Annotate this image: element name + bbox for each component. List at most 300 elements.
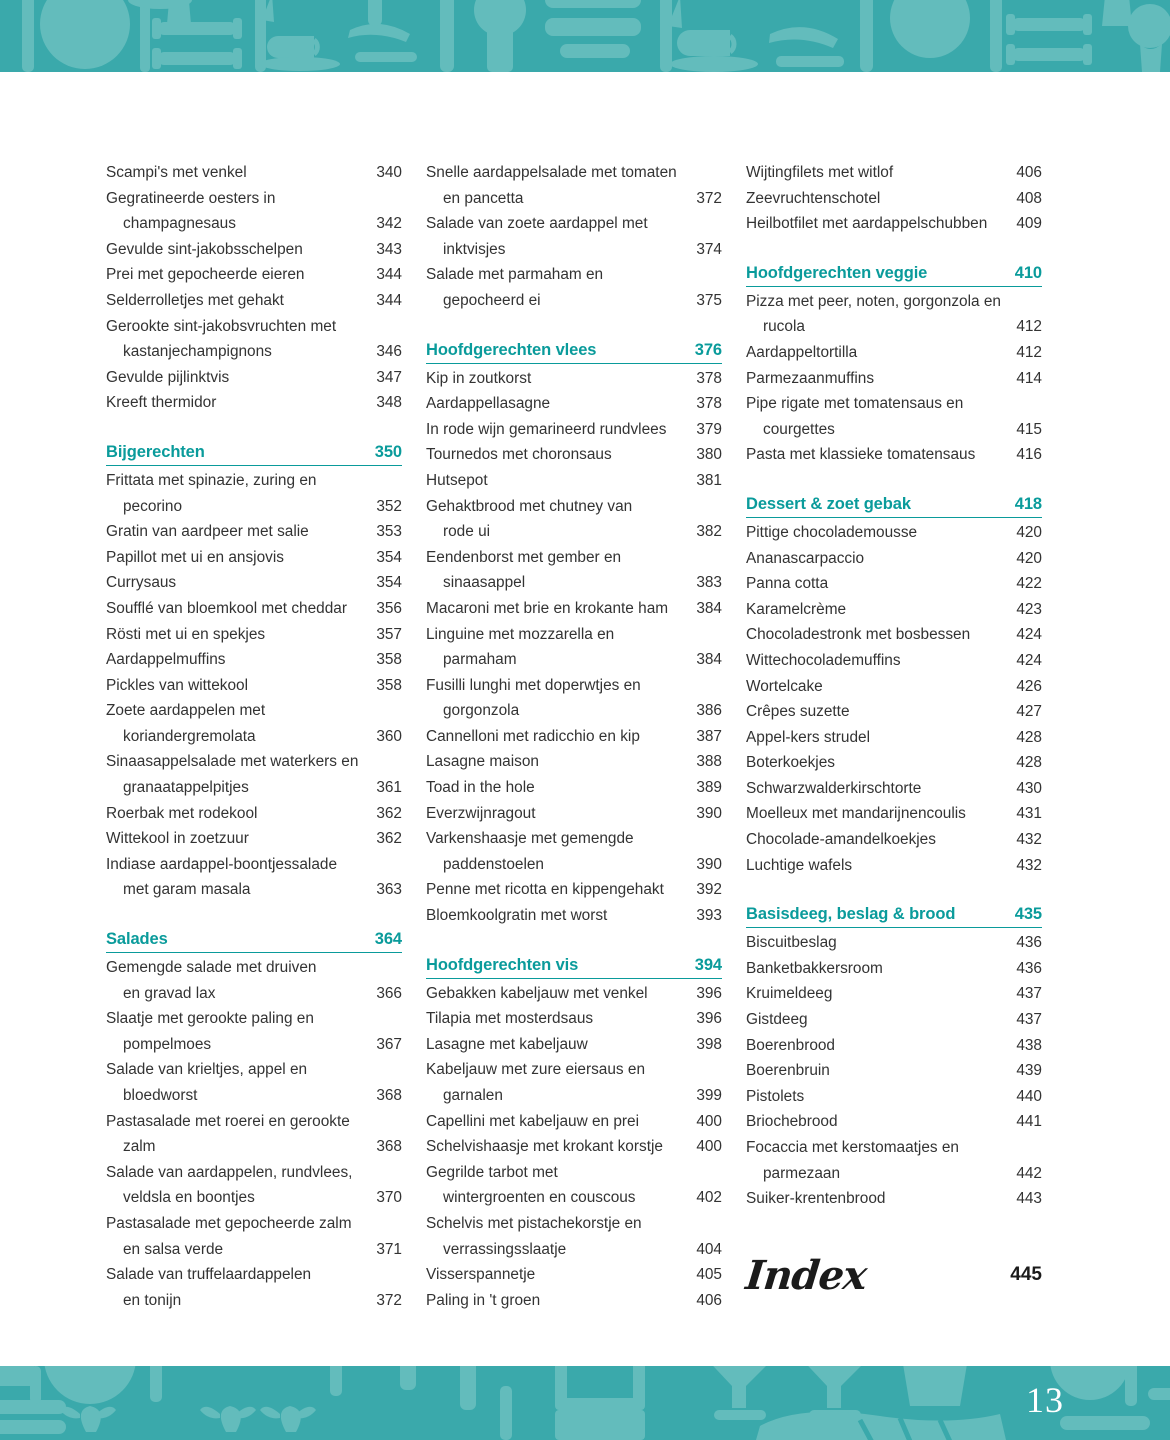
toc-entry-page: 438 <box>1016 1036 1042 1054</box>
toc-entry-page: 412 <box>1016 343 1042 361</box>
toc-entry-page: 347 <box>376 368 402 386</box>
toc-entry-page: 415 <box>1016 420 1042 438</box>
toc-entry-title-line: Indiase aardappel-boontjessalade <box>106 855 338 873</box>
toc-entry-title <box>106 801 376 827</box>
toc-entry-page: 406 <box>1016 164 1042 181</box>
page-number: 13 <box>1026 1380 1064 1420</box>
toc-entry-title-line: Wittechocolademuffins <box>746 651 901 669</box>
toc-entry-title <box>746 853 1016 879</box>
toc-entry[interactable] <box>426 494 722 545</box>
section-heading-title: Hoofdgerechten vlees <box>426 340 597 359</box>
toc-entry[interactable] <box>746 520 1042 546</box>
toc-entry-page: 358 <box>376 651 402 669</box>
toc-entry-page: 367 <box>376 1035 402 1053</box>
toc-entry-page: 380 <box>696 446 722 464</box>
toc-entry-title-continuation: parmezaan <box>763 1164 840 1182</box>
toc-entry-page: 366 <box>376 984 402 1002</box>
toc-entry-page: 368 <box>376 1087 402 1104</box>
toc-entry-page: 372 <box>696 189 722 207</box>
toc-entry-title-line: Linguine met mozzarella en <box>426 625 615 643</box>
section-heading-title: Basisdeeg, beslag & brood <box>746 905 956 924</box>
toc-entry[interactable] <box>106 468 402 519</box>
toc-entry-title-continuation: pecorino <box>123 497 183 515</box>
toc-entry-title-line: Pipe rigate met tomatensaus en <box>746 395 964 413</box>
toc-entry-page: 416 <box>1016 446 1042 464</box>
toc-entry-title-line: Pickles van wittekool <box>106 676 248 694</box>
toc-entry[interactable] <box>106 545 402 571</box>
toc-entry-page: 431 <box>1016 805 1042 823</box>
toc-entry-title-continuation: garnalen <box>443 1087 503 1104</box>
toc-entry[interactable] <box>746 801 1042 827</box>
toc-entry-title <box>426 1288 696 1314</box>
toc-entry-page: 356 <box>376 599 402 617</box>
toc-entry[interactable] <box>746 648 1042 674</box>
toc-entry[interactable] <box>746 391 1042 442</box>
toc-entry-title <box>746 674 1016 700</box>
toc-entry[interactable] <box>426 775 722 801</box>
toc-entry[interactable] <box>106 698 402 749</box>
toc-entry-page: 396 <box>696 1010 722 1028</box>
toc-entry-page: 402 <box>696 1189 722 1207</box>
toc-entry-title <box>746 442 1016 468</box>
toc-column-2 <box>426 160 722 1313</box>
toc-entry-title <box>106 596 376 622</box>
toc-entry-page: 354 <box>376 548 402 566</box>
toc-entry[interactable] <box>426 622 722 673</box>
toc-entry[interactable] <box>426 262 722 313</box>
toc-entry-title <box>106 365 376 391</box>
toc-entry-title <box>426 1262 696 1288</box>
toc-entry-title-line: Banketbakkersroom <box>746 959 883 977</box>
toc-entry-title <box>426 417 696 443</box>
toc-entry-title-continuation: en salsa verde <box>123 1240 224 1258</box>
toc-entry-title-line: Crêpes suzette <box>746 703 850 721</box>
toc-entry-title-line: Schelvishaasje met krokant korstje <box>426 1138 663 1156</box>
toc-entry[interactable] <box>426 391 722 417</box>
toc-entry-page: 370 <box>376 1189 402 1207</box>
section-heading[interactable] <box>106 443 402 466</box>
toc-entry[interactable] <box>426 826 722 877</box>
toc-entry-title-line: Chocoladestronk met bosbessen <box>746 626 971 644</box>
toc-entry-page: 381 <box>696 471 722 489</box>
toc-entry[interactable] <box>106 1109 402 1160</box>
toc-entry-title-continuation: en tonijn <box>123 1291 182 1309</box>
toc-entry[interactable] <box>746 211 1042 237</box>
toc-entry[interactable] <box>106 749 402 800</box>
toc-entry-title-line: Boterkoekjes <box>746 754 835 772</box>
toc-entry-title-line: Aardappellasagne <box>426 395 551 413</box>
toc-entry-title <box>746 1033 1016 1059</box>
section-spacer <box>746 237 1042 264</box>
toc-entry-page: 400 <box>696 1112 722 1130</box>
index-block[interactable] <box>743 1251 1042 1299</box>
section-heading-page: 418 <box>1014 494 1042 513</box>
toc-entry-title <box>426 877 696 903</box>
toc-entry-title-continuation: en pancetta <box>443 189 524 207</box>
toc-entry[interactable] <box>106 160 402 186</box>
toc-entry[interactable] <box>746 827 1042 853</box>
section-heading-title: Hoofdgerechten vis <box>426 955 579 974</box>
toc-entry-title-line: Gistdeeg <box>746 1011 808 1029</box>
toc-entry-title-line: Moelleux met mandarijnencoulis <box>746 805 966 823</box>
toc-entry-title <box>106 288 376 314</box>
toc-entry[interactable] <box>426 596 722 622</box>
toc-entry-title <box>426 981 696 1007</box>
toc-entry-title <box>426 1160 696 1211</box>
toc-entry-page: 396 <box>696 984 722 1002</box>
toc-entry-title-continuation: parmaham <box>443 651 517 669</box>
toc-entry[interactable] <box>746 340 1042 366</box>
toc-entry[interactable] <box>106 519 402 545</box>
toc-entry-title <box>106 262 376 288</box>
toc-entry[interactable] <box>746 289 1042 340</box>
toc-entry-title <box>426 442 696 468</box>
toc-entry-page: 390 <box>696 855 722 873</box>
toc-entry-title-line: Kruimeldeeg <box>746 985 833 1003</box>
toc-entry[interactable] <box>426 442 722 468</box>
section-heading[interactable] <box>426 341 722 364</box>
toc-entry-title <box>106 698 376 749</box>
toc-entry-title-line: Wijtingfilets met witlof <box>746 164 894 181</box>
toc-entry-title-line: Heilbotfilet met aardappelschubben <box>746 215 988 233</box>
toc-entry-title-line: Kip in zoutkorst <box>426 369 532 387</box>
section-heading-title: Hoofdgerechten veggie <box>746 263 928 282</box>
toc-entry-title-line: Pastasalade met gepocheerde zalm <box>106 1214 352 1232</box>
toc-entry-page: 408 <box>1016 189 1042 207</box>
toc-entry-title-line: Pizza met peer, noten, gorgonzola en <box>746 292 1001 310</box>
section-heading-page: 410 <box>1014 263 1042 282</box>
toc-entry[interactable] <box>426 749 722 775</box>
toc-entry[interactable] <box>426 877 722 903</box>
toc-column-3 <box>743 160 1042 1313</box>
toc-entry-title-line: Parmezaanmuffins <box>746 369 875 387</box>
toc-entry[interactable] <box>426 903 722 929</box>
toc-entry-title-line: Boerenbruin <box>746 1062 830 1080</box>
toc-entry[interactable] <box>746 725 1042 751</box>
section-heading-page: 350 <box>374 442 402 461</box>
toc-entry-title <box>746 981 1016 1007</box>
section-spacer <box>746 468 1042 495</box>
toc-entry-title <box>106 647 376 673</box>
toc-entry-title-line: Lasagne maison <box>426 753 539 771</box>
toc-entry-page: 378 <box>696 395 722 413</box>
toc-entry-title-line: Roerbak met rodekool <box>106 804 258 822</box>
toc-entry-title <box>746 211 1016 237</box>
toc-entry-title <box>106 749 376 800</box>
toc-entry[interactable] <box>106 1160 402 1211</box>
toc-entry[interactable] <box>426 1006 722 1032</box>
toc-entry-page: 384 <box>696 651 722 669</box>
toc-entry-title-line: Gevulde pijlinktvis <box>106 368 230 386</box>
toc-entry[interactable] <box>106 186 402 237</box>
toc-entry-title-line: Salade van zoete aardappel met <box>426 215 648 233</box>
toc-entry-title-line: Gehaktbrood met chutney van <box>426 497 633 515</box>
toc-entry-page: 362 <box>376 830 402 848</box>
toc-entry[interactable] <box>426 468 722 494</box>
toc-entry[interactable] <box>106 826 402 852</box>
toc-entry[interactable] <box>746 1135 1042 1186</box>
toc-entry-page: 392 <box>696 881 722 899</box>
section-spacer <box>426 929 722 956</box>
section-spacer <box>426 314 722 341</box>
toc-entry-page: 424 <box>1016 651 1042 669</box>
toc-entry-title <box>746 289 1016 340</box>
toc-entry-title-line: Cannelloni met radicchio en kip <box>426 727 640 745</box>
toc-entry[interactable] <box>746 853 1042 879</box>
toc-entry[interactable] <box>746 1084 1042 1110</box>
toc-entry-title <box>746 648 1016 674</box>
toc-entry-title-line: Currysaus <box>106 574 177 592</box>
toc-entry-title-line: Gemengde salade met druiven <box>106 959 317 977</box>
toc-entry-title <box>106 852 376 903</box>
toc-entry-title-line: Slaatje met gerookte paling en <box>106 1010 314 1028</box>
toc-entry[interactable] <box>746 442 1042 468</box>
toc-entry-title-line: Varkenshaasje met gemengde <box>426 830 634 848</box>
toc-entry-title-line: Kabeljauw met zure eiersaus en <box>426 1061 646 1079</box>
toc-entry[interactable] <box>106 1211 402 1262</box>
toc-entry-title-line: Biscuitbeslag <box>746 934 837 952</box>
toc-entry-page: 360 <box>376 727 402 745</box>
toc-entry-title-line: Pittige chocolademousse <box>746 523 918 541</box>
toc-entry-title <box>746 827 1016 853</box>
toc-entry-title <box>426 622 696 673</box>
section-heading[interactable] <box>746 905 1042 928</box>
toc-entry-title <box>106 160 376 186</box>
toc-entry-title <box>426 468 696 494</box>
toc-entry-page: 430 <box>1016 779 1042 797</box>
toc-entry-title-line: Paling in 't groen <box>426 1291 541 1309</box>
toc-entry-page: 372 <box>376 1291 402 1309</box>
toc-entry[interactable] <box>426 673 722 724</box>
toc-entry-page: 432 <box>1016 856 1042 874</box>
toc-entry-page: 361 <box>376 779 402 797</box>
toc-entry-title-line: Papillot met ui en ansjovis <box>106 548 284 566</box>
toc-entry-page: 436 <box>1016 959 1042 977</box>
toc-entry-title <box>426 749 696 775</box>
toc-entry-page: 352 <box>376 497 402 515</box>
toc-entry[interactable] <box>426 545 722 596</box>
toc-entry[interactable] <box>426 1160 722 1211</box>
section-heading[interactable] <box>746 495 1042 518</box>
toc-entry-title <box>746 622 1016 648</box>
toc-entry-title-line: Zoete aardappelen met <box>106 702 266 720</box>
toc-entry-page: 441 <box>1016 1113 1042 1131</box>
toc-entry-title-line: Wortelcake <box>746 677 823 695</box>
toc-entry-title-line: Salade van aardappelen, rundvlees, <box>106 1163 353 1181</box>
toc-entry-title-line: Salade van truffelaardappelen <box>106 1266 312 1284</box>
toc-entry-title-line: Bloemkoolgratin met worst <box>426 907 608 925</box>
toc-entry-title <box>426 262 696 313</box>
toc-entry-title-line: Tilapia met mosterdsaus <box>426 1010 594 1028</box>
toc-entry[interactable] <box>106 365 402 391</box>
toc-entry[interactable] <box>106 673 402 699</box>
toc-entry-title-line: Wittekool in zoetzuur <box>106 830 249 848</box>
toc-entry[interactable] <box>106 647 402 673</box>
toc-entry[interactable] <box>746 597 1042 623</box>
toc-entry[interactable] <box>746 1109 1042 1135</box>
toc-entry-title <box>746 956 1016 982</box>
toc-entry[interactable] <box>106 262 402 288</box>
toc-entry[interactable] <box>426 1134 722 1160</box>
toc-entry[interactable] <box>106 596 402 622</box>
toc-entry-title-continuation: koriandergremolata <box>123 727 256 745</box>
toc-entry-title-line: Penne met ricotta en kippengehakt <box>426 881 664 899</box>
toc-entry-title-line: Boerenbrood <box>746 1036 835 1054</box>
toc-entry-page: 420 <box>1016 549 1042 567</box>
toc-entry[interactable] <box>106 570 402 596</box>
toc-entry[interactable] <box>426 1057 722 1108</box>
toc-entry-page: 344 <box>376 266 402 284</box>
toc-entry-title-line: Snelle aardappelsalade met tomaten <box>426 164 677 181</box>
toc-entry[interactable] <box>746 1033 1042 1059</box>
toc-entry[interactable] <box>426 160 722 211</box>
toc-entry-title-line: Zeevruchtenschotel <box>746 189 881 207</box>
toc-entry[interactable] <box>106 390 402 416</box>
toc-entry[interactable] <box>746 1007 1042 1033</box>
toc-entry-title-line: Salade met parmaham en <box>426 266 604 284</box>
toc-entry-title-continuation: courgettes <box>763 420 835 438</box>
toc-entry-title <box>746 930 1016 956</box>
index-label: Index <box>743 1251 869 1299</box>
bottom-decorative-band <box>0 1366 1170 1440</box>
toc-entry-title <box>426 673 696 724</box>
toc-entry[interactable] <box>746 699 1042 725</box>
toc-entry-title-line: Hutsepot <box>426 471 488 489</box>
toc-entry-title <box>746 725 1016 751</box>
toc-entry-title <box>746 520 1016 546</box>
toc-entry-title-line: Pasta met klassieke tomatensaus <box>746 446 976 464</box>
toc-entry-title-continuation: veldsla en boontjes <box>123 1189 255 1207</box>
toc-entry[interactable] <box>746 776 1042 802</box>
toc-entry-title <box>746 776 1016 802</box>
toc-entry-title <box>746 546 1016 572</box>
toc-entry[interactable] <box>106 237 402 263</box>
toc-entry[interactable] <box>746 1186 1042 1212</box>
toc-entry-title <box>106 673 376 699</box>
toc-entry-title-line: Rösti met ui en spekjes <box>106 625 266 643</box>
toc-entry-page: 363 <box>376 881 402 899</box>
kitchen-utensil-pattern-bottom <box>0 1366 1170 1440</box>
toc-entry-title <box>106 1109 376 1160</box>
toc-entry[interactable] <box>426 724 722 750</box>
toc-entry[interactable] <box>426 417 722 443</box>
toc-entry-title-line: Sinaasappelsalade met waterkers en <box>106 753 359 771</box>
toc-entry[interactable] <box>106 1006 402 1057</box>
toc-entry-page: 342 <box>376 215 402 233</box>
toc-entry[interactable] <box>106 801 402 827</box>
toc-entry-title <box>746 1084 1016 1110</box>
toc-entry[interactable] <box>746 186 1042 212</box>
toc-entry-page: 358 <box>376 676 402 694</box>
toc-entry[interactable] <box>426 801 722 827</box>
toc-entry[interactable] <box>746 750 1042 776</box>
toc-entry-page: 428 <box>1016 728 1042 746</box>
toc-entry[interactable] <box>106 955 402 1006</box>
toc-entry-title <box>746 750 1016 776</box>
toc-entry[interactable] <box>426 211 722 262</box>
toc-entry-title <box>106 622 376 648</box>
toc-entry[interactable] <box>746 366 1042 392</box>
toc-entry[interactable] <box>106 852 402 903</box>
toc-entry-page: 414 <box>1016 369 1042 387</box>
section-heading-page: 435 <box>1014 905 1042 924</box>
toc-entry-title <box>426 1109 696 1135</box>
toc-entry-title-line: Kreeft thermidor <box>106 394 217 412</box>
toc-entry[interactable] <box>426 366 722 392</box>
toc-entry[interactable] <box>746 622 1042 648</box>
toc-column-1 <box>106 160 402 1313</box>
toc-entry[interactable] <box>746 930 1042 956</box>
toc-entry[interactable] <box>426 981 722 1007</box>
section-heading[interactable] <box>106 930 402 953</box>
toc-entry-page: 353 <box>376 523 402 541</box>
toc-entry-title <box>746 1007 1016 1033</box>
toc-entry-title-continuation: granaatappelpitjes <box>123 779 249 797</box>
toc-entry[interactable] <box>746 1058 1042 1084</box>
toc-entry-page: 436 <box>1016 934 1042 952</box>
toc-entry[interactable] <box>746 571 1042 597</box>
toc-entry-title <box>106 237 376 263</box>
toc-entry-page: 424 <box>1016 626 1042 644</box>
toc-entry-title-line: Gevulde sint-jakobsschelpen <box>106 240 303 258</box>
toc-entry-page: 405 <box>696 1266 722 1284</box>
toc-entry[interactable] <box>746 546 1042 572</box>
toc-entry[interactable] <box>106 314 402 365</box>
toc-entry-page: 357 <box>376 625 402 643</box>
toc-entry[interactable] <box>746 160 1042 186</box>
toc-entry[interactable] <box>746 981 1042 1007</box>
toc-entry-page: 404 <box>696 1240 722 1258</box>
toc-entry[interactable] <box>106 622 402 648</box>
toc-entry-title <box>426 775 696 801</box>
section-heading[interactable] <box>746 264 1042 287</box>
section-heading[interactable] <box>426 956 722 979</box>
toc-entry-title <box>426 391 696 417</box>
toc-entry-title-line: Pistolets <box>746 1087 805 1105</box>
toc-entry-title-line: Aardappeltortilla <box>746 343 858 361</box>
toc-entry[interactable] <box>106 1262 402 1313</box>
toc-entry-title <box>746 1186 1016 1212</box>
toc-entry-title <box>746 1109 1016 1135</box>
toc-entry[interactable] <box>426 1211 722 1262</box>
toc-entry-title-continuation: inktvisjes <box>443 240 506 258</box>
toc-entry[interactable] <box>426 1032 722 1058</box>
toc-entry-page: 442 <box>1016 1164 1042 1182</box>
toc-entry[interactable] <box>746 956 1042 982</box>
toc-entry[interactable] <box>106 1057 402 1108</box>
toc-entry-page: 427 <box>1016 703 1042 721</box>
toc-entry-page: 344 <box>376 291 402 309</box>
toc-entry[interactable] <box>106 288 402 314</box>
toc-entry-title-line: Suiker-krentenbrood <box>746 1190 886 1208</box>
toc-entry-title-continuation: zalm <box>123 1138 156 1156</box>
toc-entry-page: 348 <box>376 394 402 412</box>
toc-entry-title <box>746 160 1016 186</box>
toc-entry[interactable] <box>746 674 1042 700</box>
toc-entry[interactable] <box>426 1262 722 1288</box>
toc-entry-page: 409 <box>1016 215 1042 233</box>
toc-entry-title <box>426 596 696 622</box>
toc-entry-title-line: Schelvis met pistachekorstje en <box>426 1214 642 1232</box>
toc-entry-title <box>426 903 696 929</box>
toc-entry-title-continuation: gorgonzola <box>443 702 520 720</box>
toc-entry-page: 422 <box>1016 575 1042 593</box>
toc-entry-title <box>106 1211 376 1262</box>
toc-entry[interactable] <box>426 1288 722 1314</box>
toc-entry[interactable] <box>426 1109 722 1135</box>
toc-entry-title <box>746 186 1016 212</box>
toc-entry-page: 439 <box>1016 1062 1042 1080</box>
